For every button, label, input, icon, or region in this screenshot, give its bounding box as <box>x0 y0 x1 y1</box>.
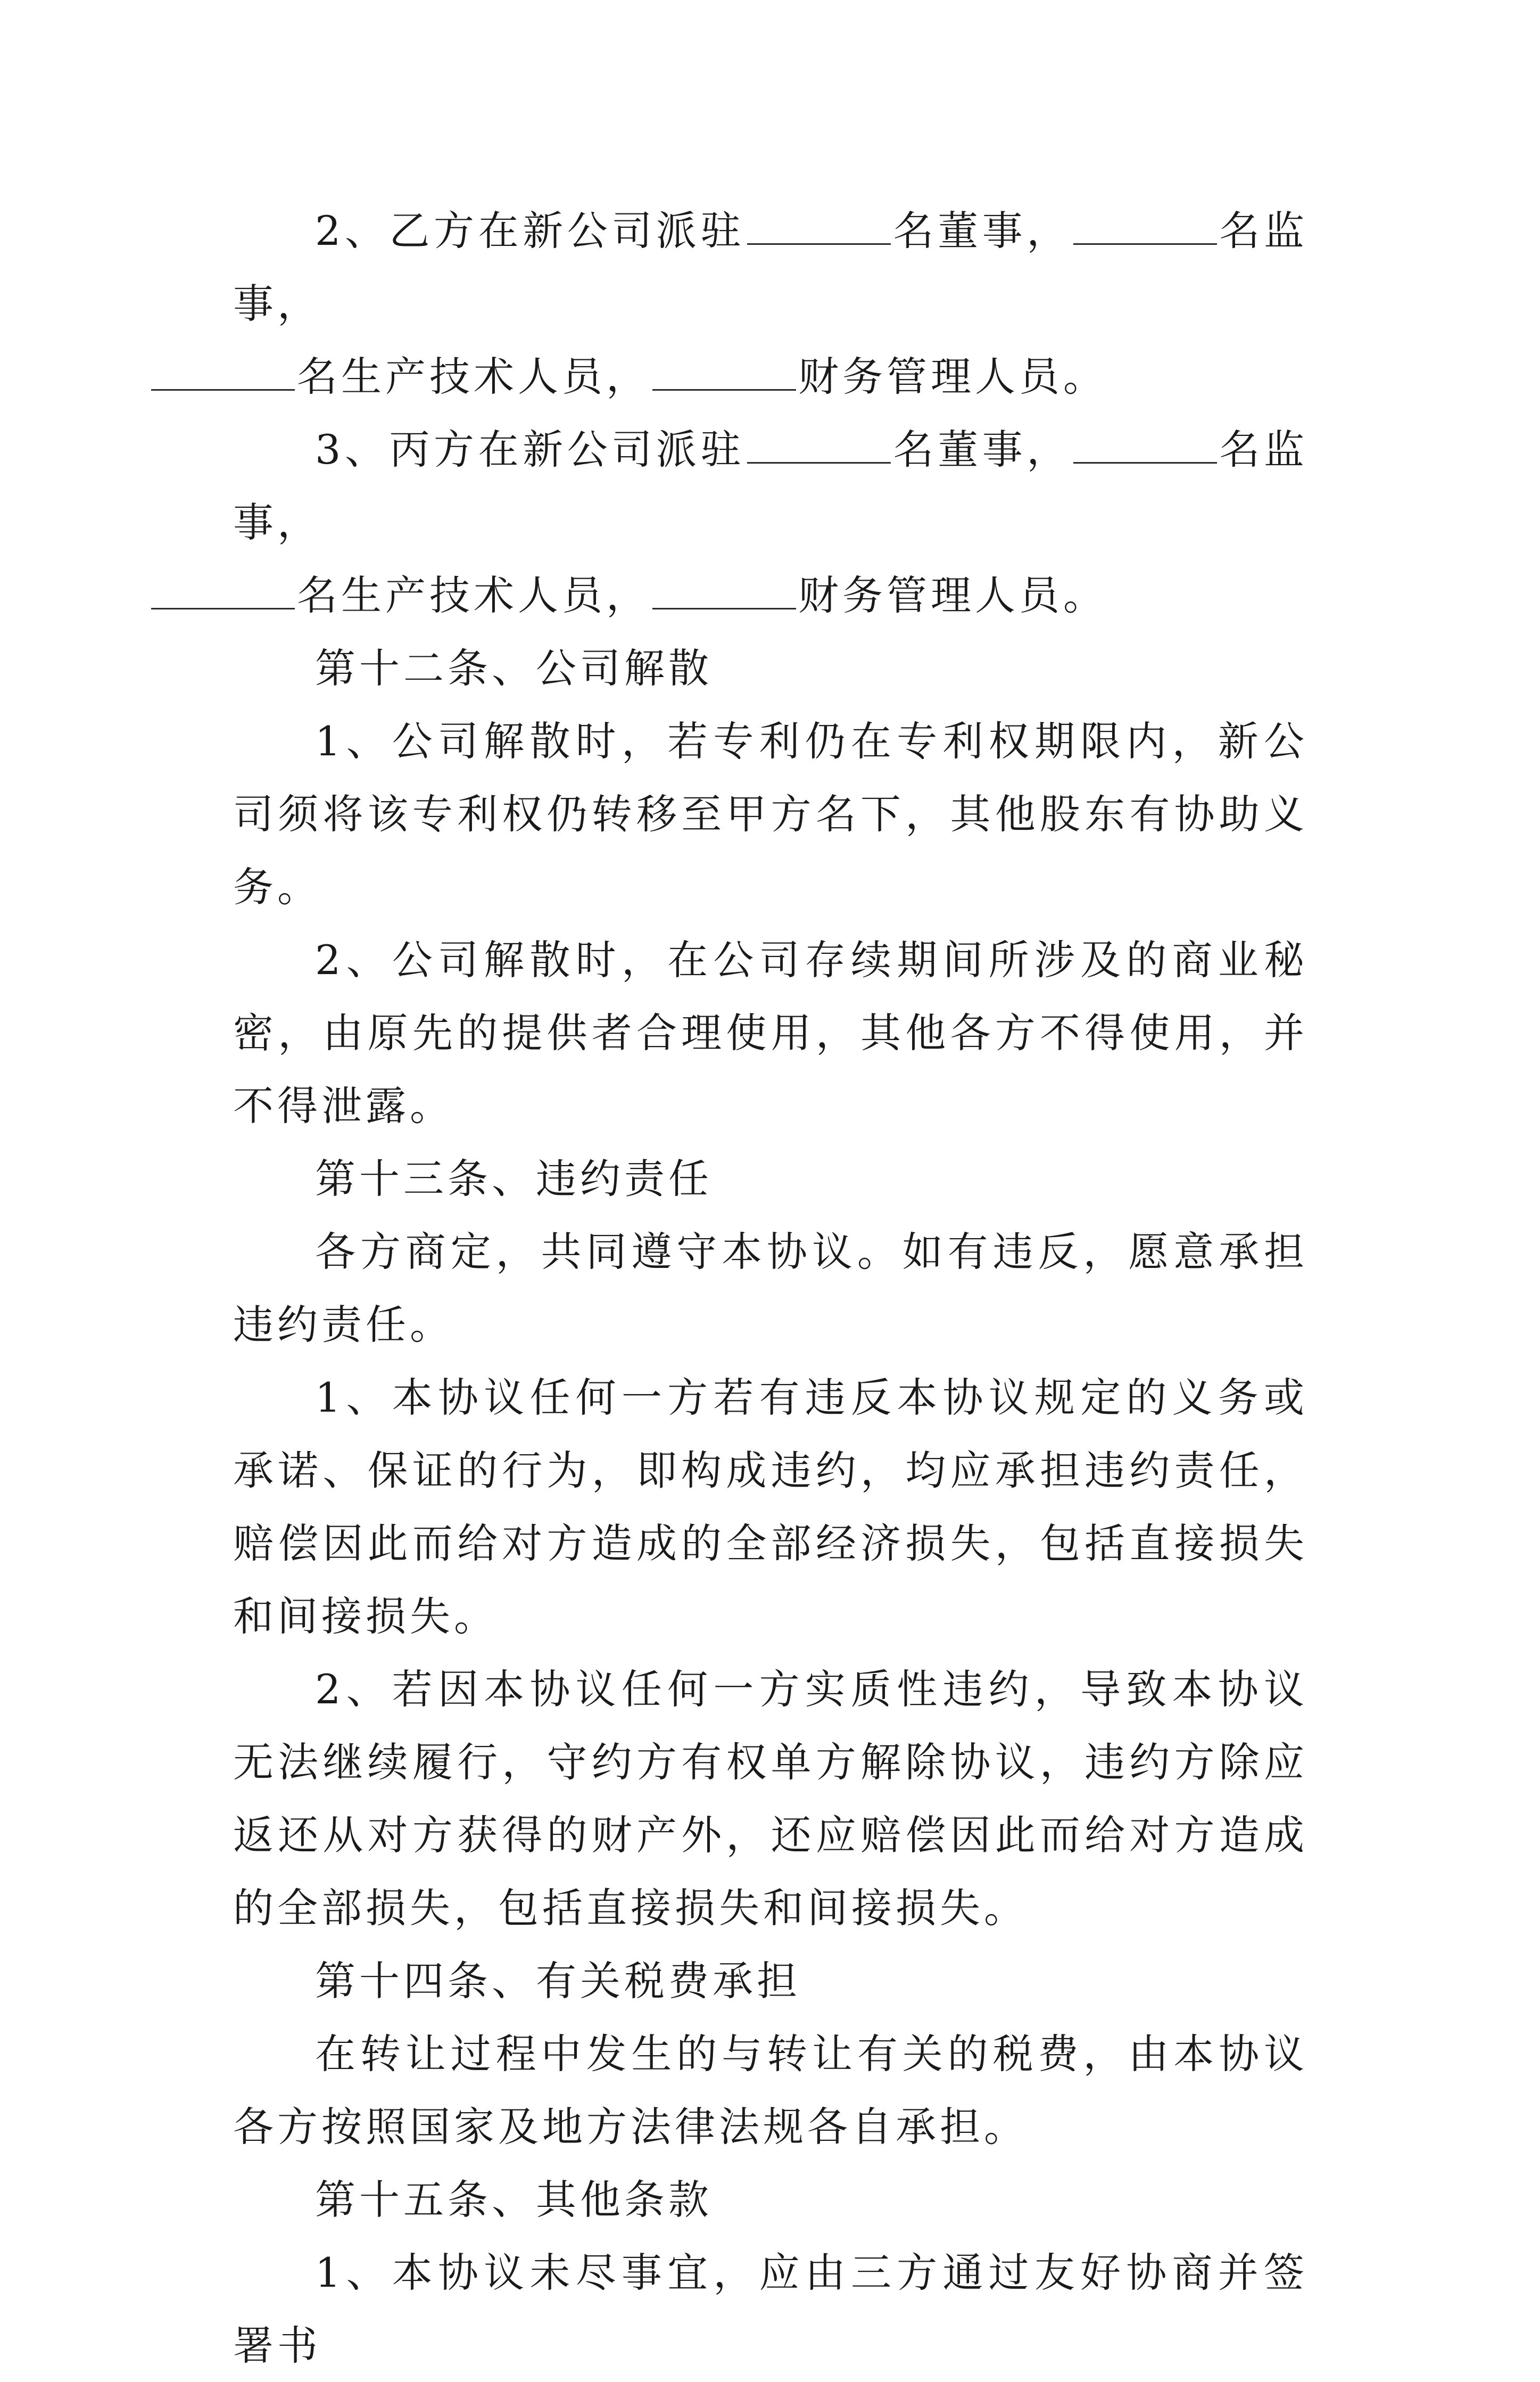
blank-field-technicians <box>151 568 295 609</box>
clause-heading-13: 第十三条、违约责任 <box>315 1155 713 1202</box>
clause-11-item-2 <box>233 194 1308 413</box>
blank-field-directors <box>747 423 891 464</box>
clause-heading-12: 第十二条、公司解散 <box>315 645 713 692</box>
clause-14-body: 在转让过程中发生的与转让有关的税费，由本协议各方按照国家及地方法律法规各自承担。 <box>233 2030 1308 2150</box>
text-segment: 名董事， <box>893 207 1071 254</box>
clause-15-item-1: 1、本协议未尽事宜，应由三方通过友好协商并签署书 <box>233 2249 1308 2369</box>
blank-field-finance <box>652 350 796 391</box>
blank-field-supervisors <box>1073 423 1217 464</box>
text-segment: 名监事， <box>233 426 1309 546</box>
text-segment: 财务管理人员。 <box>798 353 1107 400</box>
clause-11-item-3 <box>233 413 1308 632</box>
text-segment: 3、丙方在新公司派驻 <box>315 426 746 473</box>
document-body <box>233 194 1308 2382</box>
clause-13-item-1: 1、本协议任何一方若有违反本协议规定的义务或承诺、保证的行为，即构成违约，均应承担违约责任，赔偿因此而给对方造成的全部经济损失，包括直接损失和间接损失。 <box>233 1374 1308 1640</box>
text-segment: 财务管理人员。 <box>798 572 1107 619</box>
clause-13-intro: 各方商定，共同遵守本协议。如有违反，愿意承担违约责任。 <box>233 1228 1308 1348</box>
blank-field-technicians <box>151 350 295 391</box>
text-segment: 名监事， <box>233 207 1309 327</box>
text-segment: 2、乙方在新公司派驻 <box>315 207 746 254</box>
text-segment: 名董事， <box>893 426 1071 473</box>
text-segment: 名生产技术人员， <box>297 353 650 400</box>
text-segment: 名生产技术人员， <box>297 572 650 619</box>
clause-12-item-2: 2、公司解散时，在公司存续期间所涉及的商业秘密，由原先的提供者合理使用，其他各方不得使用，并不得泄露。 <box>233 936 1308 1130</box>
clause-12-item-1: 1、公司解散时，若专利仍在专利权期限内，新公司须将该专利权仍转移至甲方名下，其他股东有协助义务。 <box>233 718 1308 911</box>
clause-13-item-2: 2、若因本协议任何一方实质性违约，导致本协议无法继续履行，守约方有权单方解除协议，违约方除应返还从对方获得的财产外，还应赔偿因此而给对方造成的全部损失，包括直接损失和间接损失。 <box>233 1666 1308 1932</box>
clause-heading-15: 第十五条、其他条款 <box>315 2176 713 2223</box>
blank-field-finance <box>652 568 796 609</box>
clause-heading-14: 第十四条、有关税费承担 <box>315 1957 801 2005</box>
blank-field-directors <box>747 204 891 245</box>
blank-field-supervisors <box>1073 204 1217 245</box>
